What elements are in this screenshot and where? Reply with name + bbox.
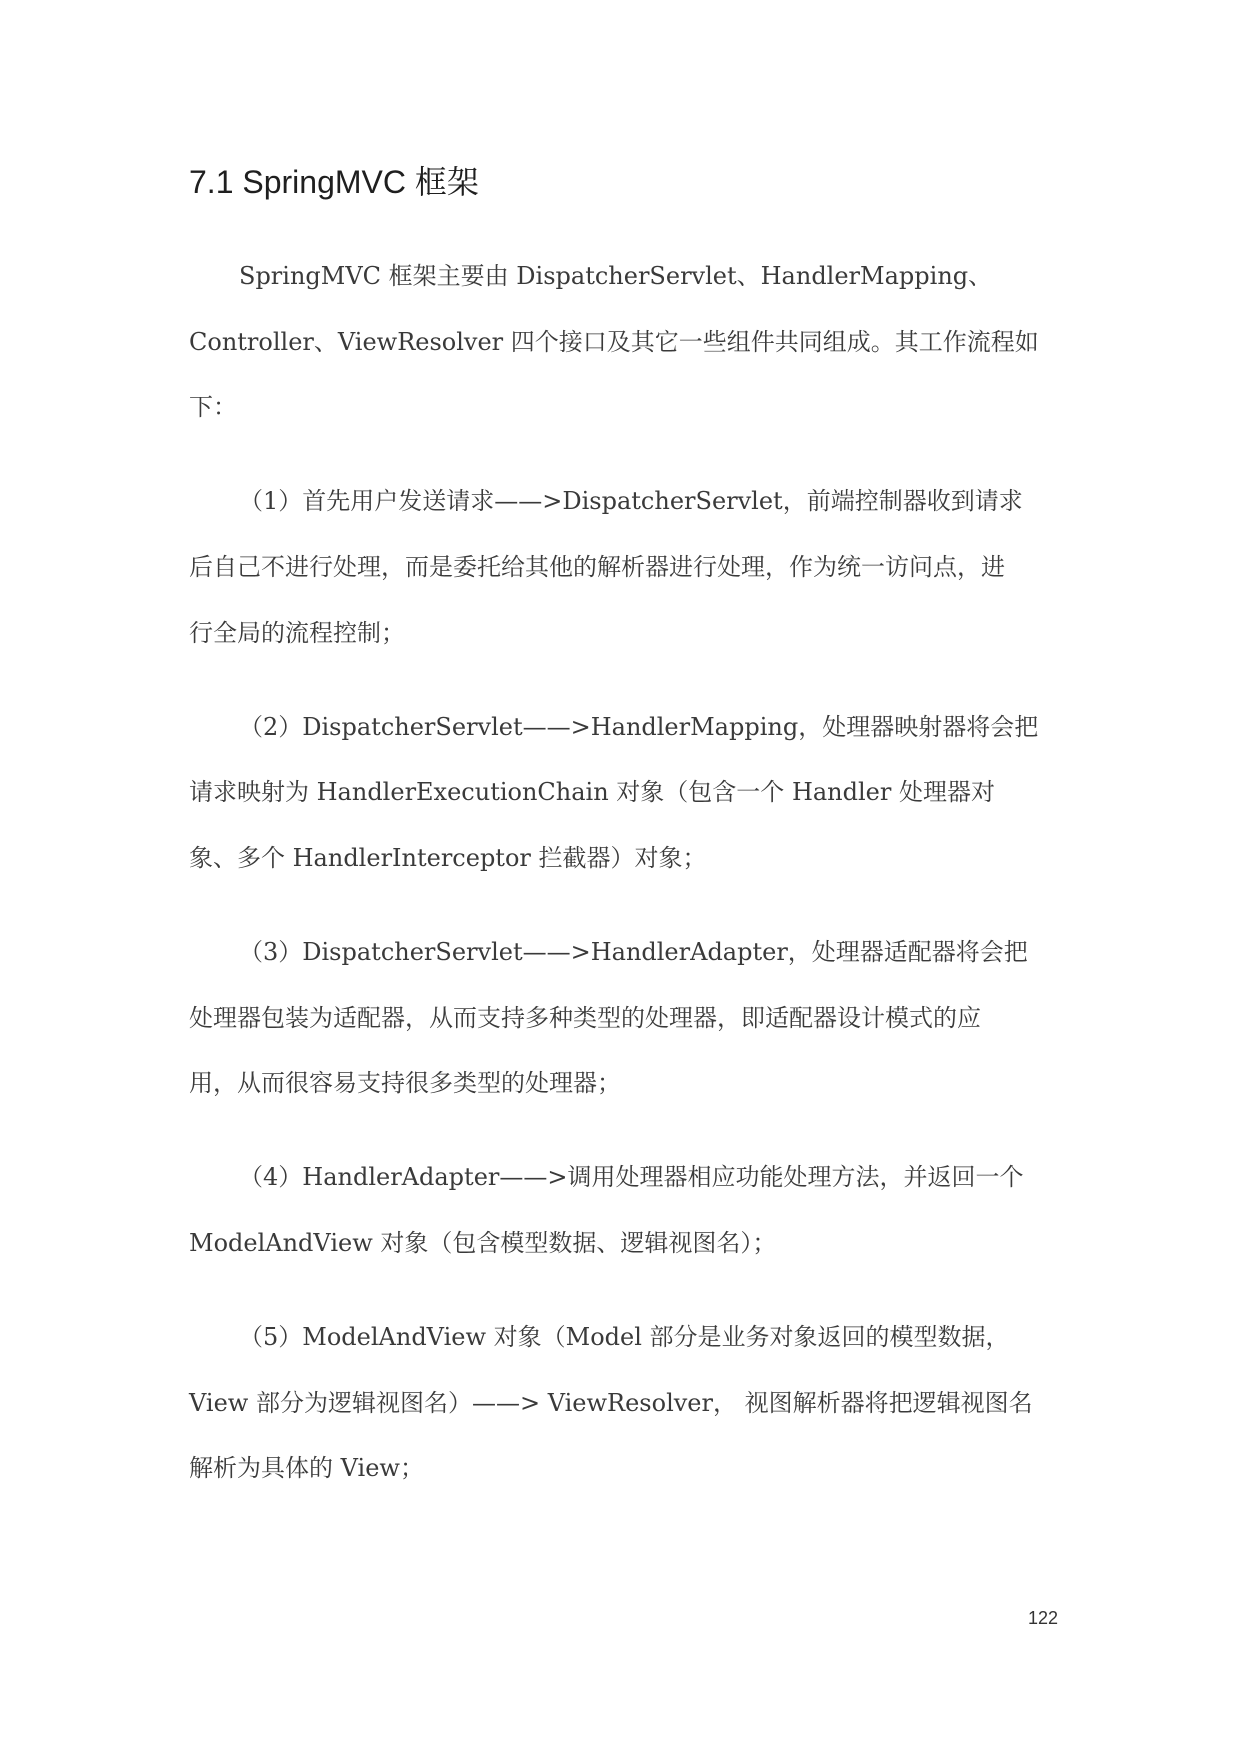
page-number: 122 bbox=[1027, 1608, 1058, 1628]
text-line: 解析为具体的 View； bbox=[189, 1454, 424, 1483]
text-line: （4）HandlerAdapter——>调用处理器相应功能处理方法，并返回一个 bbox=[239, 1163, 1024, 1192]
text-line: 处理器包装为适配器，从而支持多种类型的处理器，即适配器设计模式的应 bbox=[189, 1003, 981, 1032]
paragraph-step-4 bbox=[189, 1145, 1069, 1276]
text-line: 用，从而很容易支持很多类型的处理器； bbox=[189, 1069, 621, 1098]
text-line: View 部分为逻辑视图名）——> ViewResolver， 视图解析器将把逻辑视图名 bbox=[189, 1388, 1033, 1417]
text-line: 象、多个 HandlerInterceptor 拦截器）对象； bbox=[189, 844, 707, 873]
paragraph-step-5 bbox=[189, 1305, 1069, 1502]
text-line: 下： bbox=[189, 393, 237, 422]
paragraph-step-2 bbox=[189, 695, 1069, 892]
text-line: 请求映射为 HandlerExecutionChain 对象（包含一个 Handler 处理器对 bbox=[189, 778, 995, 807]
text-line: （1）首先用户发送请求——>DispatcherServlet，前端控制器收到请求 bbox=[239, 487, 1023, 516]
text-line: （3）DispatcherServlet——>HandlerAdapter，处理器适配器将会把 bbox=[239, 938, 1028, 967]
text-line: （2）DispatcherServlet——>HandlerMapping，处理器映射器将会把 bbox=[239, 712, 1039, 741]
paragraph-step-1 bbox=[189, 469, 1069, 666]
document-body bbox=[189, 244, 1069, 1530]
text-line: 后自己不进行处理，而是委托给其他的解析器进行处理，作为统一访问点，进 bbox=[189, 553, 1005, 582]
paragraph-step-3 bbox=[189, 920, 1069, 1117]
section-heading: 7.1 SpringMVC 框架 bbox=[189, 164, 479, 200]
text-line: SpringMVC 框架主要由 DispatcherServlet、HandlerMapping、 bbox=[239, 262, 993, 290]
text-line: （5）ModelAndView 对象（Model 部分是业务对象返回的模型数据， bbox=[239, 1323, 1010, 1352]
paragraph-intro bbox=[189, 244, 1069, 441]
text-line: Controller、ViewResolver 四个接口及其它一些组件共同组成。其工作流程如 bbox=[189, 327, 1039, 356]
text-line: 行全局的流程控制； bbox=[189, 618, 405, 647]
text-line: ModelAndView 对象（包含模型数据、逻辑视图名）； bbox=[189, 1229, 777, 1258]
